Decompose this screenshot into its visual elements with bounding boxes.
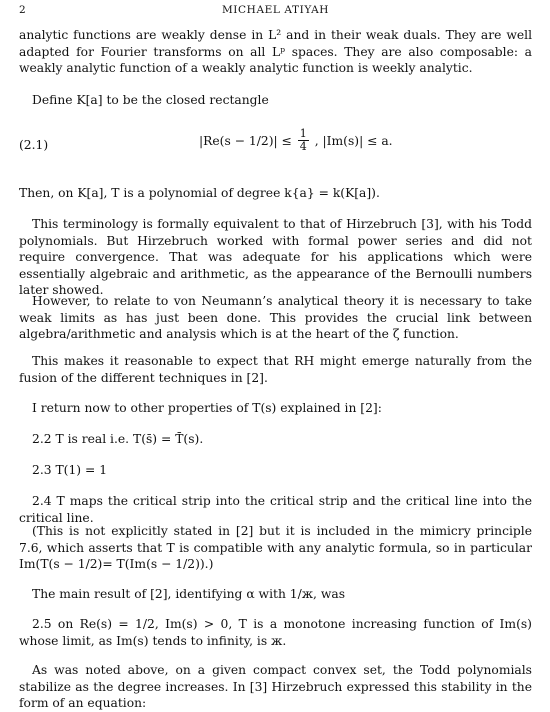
paragraph-define-rectangle: Define K[a] to be the closed rectangle	[32, 93, 269, 107]
property-2-5: 2.5 on Re(s) = 1/2, Im(s) > 0, T is a monotone increasing function of Im(s) whose limit, as Im(s) tends to infinity, is ж.	[19, 617, 532, 648]
paragraph-von-neumann: However, to relate to von Neumann’s analytical theory it is necessary to take weak limits as has just been done. This provides the crucial link between algebra/arithmetic and analysis which is at the heart of the ζ function.	[19, 294, 532, 341]
paragraph-todd-stability: As was noted above, on a given compact convex set, the Todd polynomials stabilize as the degree increases. In [3] Hirzebruch expressed this stability in the form of an equation:	[19, 663, 532, 710]
page-header	[19, 4, 532, 20]
property-2-3: 2.3 T(1) = 1	[32, 463, 108, 477]
property-2-4: 2.4 T maps the critical strip into the critical strip and the critical line into the critical line.	[19, 494, 532, 525]
equation-label: (2.1)	[19, 138, 49, 152]
running-head: MICHAEL ATIYAH	[221, 4, 330, 16]
equation-2-1	[19, 128, 532, 164]
paragraph-hirzebruch-terminology: This terminology is formally equivalent to that of Hirzebruch [3], with his Todd polynomials. But Hirzebruch worked with formal power series and did not require convergence. That was adequate for his applications which were essentially algebraic and arithmetic, as the appearance of the Bernoulli numbers later showed.	[19, 217, 532, 297]
paragraph-properties-intro: I return now to other properties of T(s) explained in [2]:	[32, 401, 382, 415]
page-number: 2	[19, 4, 26, 16]
paragraph-mimicry-principle: (This is not explicitly stated in [2] but it is included in the mimicry principle 7.6, which asserts that T is compatible with any analytic formula, so in particular Im(T(s − 1/2)= T(Im(s − 1/2)).)	[19, 524, 532, 571]
paragraph-main-result: The main result of [2], identifying α with 1/ж, was	[32, 587, 346, 601]
equation-fraction	[298, 128, 309, 153]
property-2-2: 2.2 T is real i.e. T(s̄) = T̄(s).	[32, 432, 204, 446]
paragraph-weakly-analytic: analytic functions are weakly dense in L² and in their weak duals. They are well adapted for Fourier transforms on all Lᵖ spaces. They are also composable: a weakly analytic function of a weakly analytic function is weekly analytic.	[19, 28, 532, 75]
fraction-numerator: 1	[299, 127, 307, 140]
equation-body	[199, 128, 393, 153]
paragraph-rh-fusion: This makes it reasonable to expect that RH might emerge naturally from the fusion of the different techniques in [2].	[19, 354, 532, 385]
equation-left: |Re(s − 1/2)| ≤	[199, 133, 292, 148]
fraction-denominator: 4	[299, 140, 307, 153]
equation-right: , |Im(s)| ≤ a.	[314, 133, 393, 148]
paragraph-polynomial-degree: Then, on K[a], T is a polynomial of degree k{a} = k(K[a]).	[19, 186, 380, 200]
